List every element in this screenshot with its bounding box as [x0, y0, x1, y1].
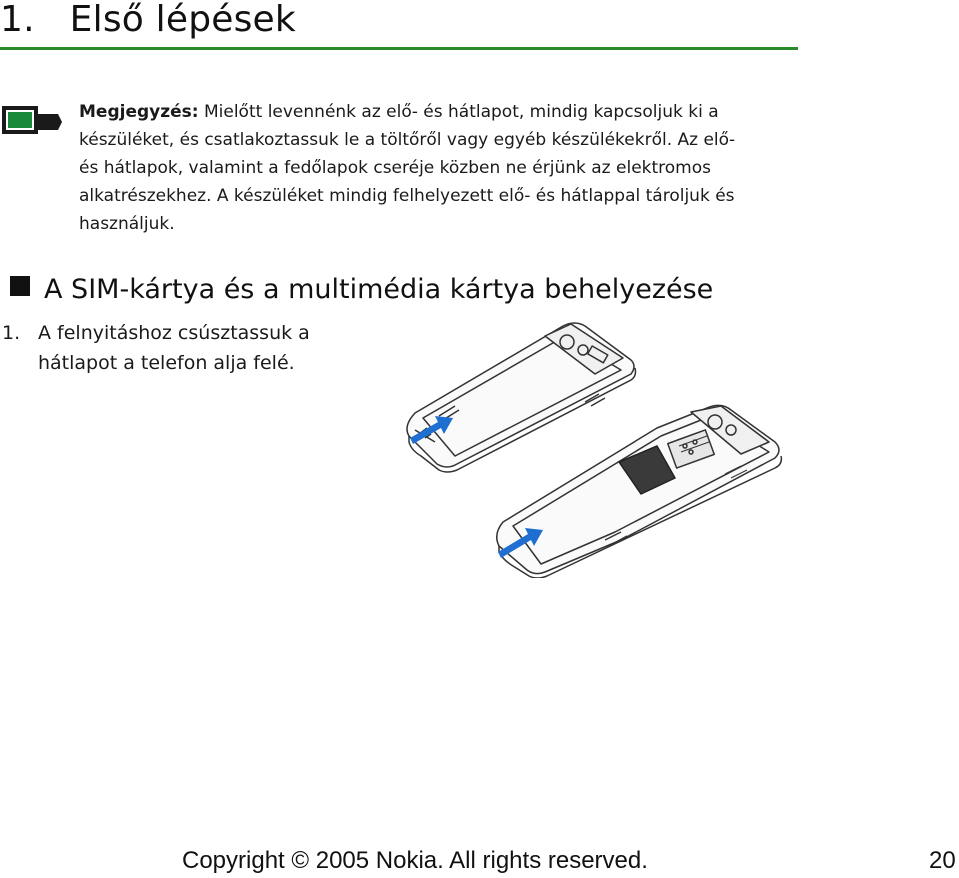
chapter-title: 1. Első lépések — [0, 0, 296, 40]
step-line-2: hátlapot a telefon alja felé. — [38, 352, 295, 374]
note-body: Mielőtt levennénk az elő- és hátlapot, mindig kapcsoljuk ki a készüléket, és csatlakoztassuk le a töltőről vagy egyéb készülékekről. Az elő- és hátlapok, valamint a fedőlapok cseréje közben ne érjünk az elektromos alkatrészekhez. A készüléket mindig felhelyezett elő- és hátlappal tároljuk és használjuk. — [79, 102, 736, 234]
phone-back-cover-illustration — [395, 318, 795, 578]
section-heading — [10, 270, 713, 310]
step-1 — [0, 318, 310, 378]
footer-copyright: Copyright © 2005 Nokia. All rights reserved. — [182, 847, 648, 874]
note-hand-icon — [0, 100, 64, 140]
note-paragraph — [79, 98, 759, 238]
square-bullet-icon — [10, 276, 30, 296]
section-heading-text: A SIM-kártya és a multimédia kártya behelyezése — [44, 274, 714, 305]
step-line-1: A felnyitáshoz csúsztassuk a — [38, 322, 310, 344]
page-number: 20 — [929, 847, 956, 874]
chapter-title-rule — [0, 47, 798, 50]
step-number: 1. — [2, 322, 21, 344]
note-label: Megjegyzés: — [79, 102, 199, 122]
